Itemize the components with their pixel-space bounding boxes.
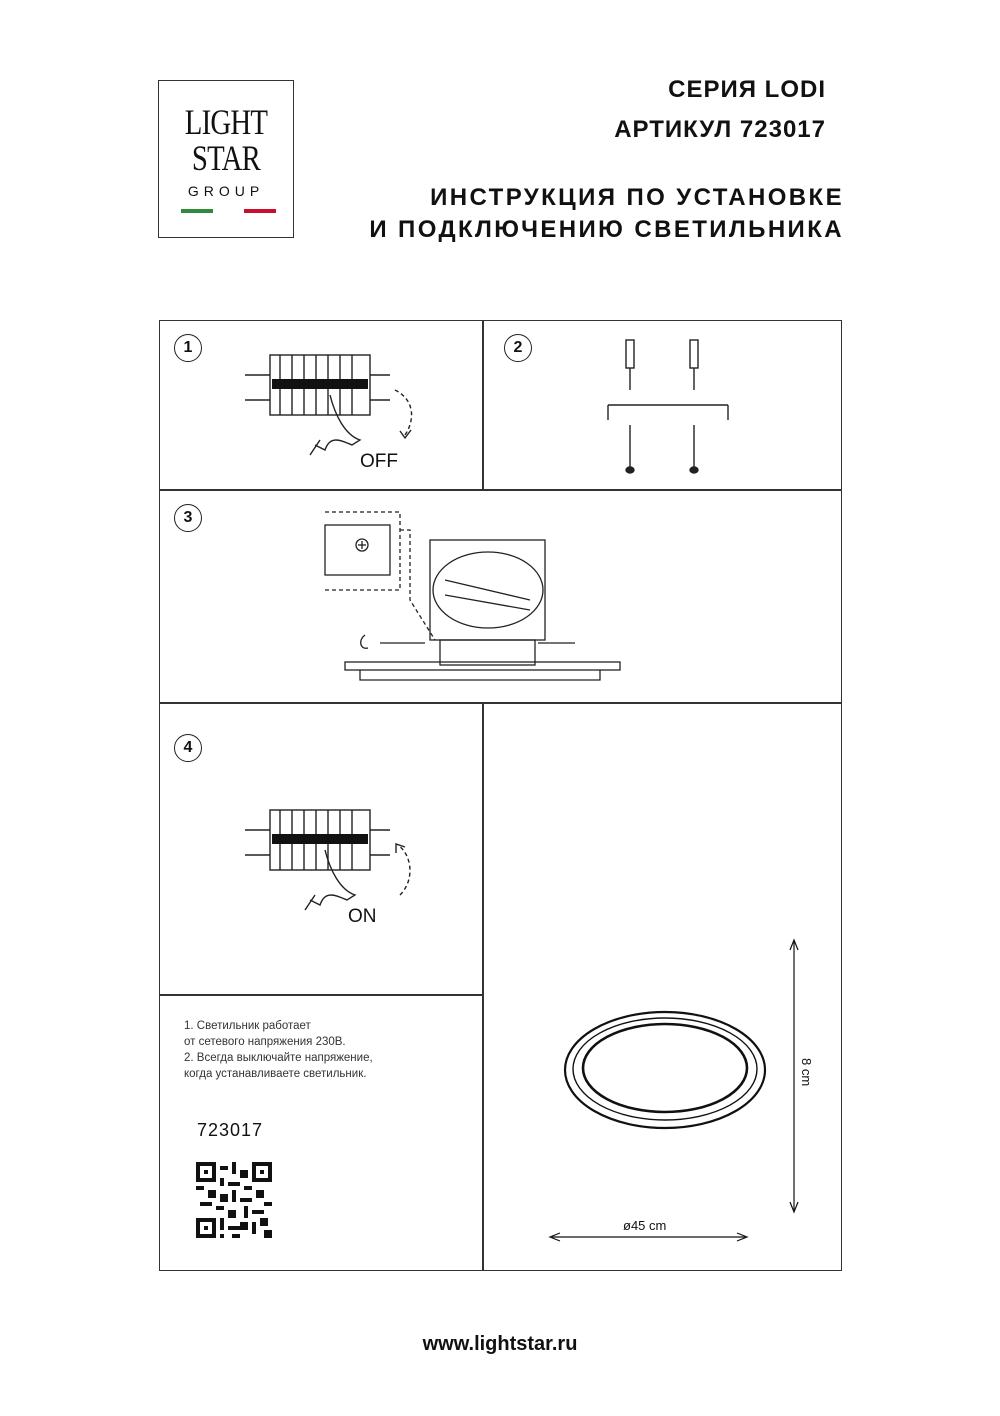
product-code: 723017 xyxy=(197,1120,264,1140)
logo-line-light: LIGHT xyxy=(184,102,268,142)
title-line-2: И ПОДКЛЮЧЕНИЮ СВЕТИЛЬНИКА xyxy=(369,216,844,243)
wall-plug-icon xyxy=(690,340,698,390)
title-line-1: ИНСТРУКЦИЯ ПО УСТАНОВКЕ xyxy=(430,184,844,211)
junction-box-icon xyxy=(325,512,400,590)
step-4-on-label: ON xyxy=(348,906,377,927)
step-4-number: 4 xyxy=(174,734,202,762)
safety-notes xyxy=(184,1018,373,1082)
hand-icon xyxy=(305,850,355,910)
arrow-up-icon xyxy=(398,845,410,895)
side-screw-icon xyxy=(361,635,425,648)
terminal-block-zoom-icon xyxy=(430,540,545,640)
arrowhead-icon xyxy=(396,844,405,853)
qr-code[interactable] xyxy=(196,1162,272,1238)
diameter-dimension-line xyxy=(550,1233,747,1241)
breaker-switch-row xyxy=(272,834,368,844)
product-dimension-drawing xyxy=(540,930,830,1250)
step-1-breaker-off-illustration xyxy=(230,345,430,475)
article-label: АРТИКУЛ 723017 xyxy=(614,116,826,143)
step-4-breaker-on-illustration xyxy=(230,800,430,935)
screw-icon xyxy=(690,425,698,473)
flag-green xyxy=(181,209,213,213)
lamp-outer-ring xyxy=(565,1012,765,1128)
grid-divider-h3 xyxy=(160,994,482,996)
arrow-down-icon xyxy=(395,390,412,435)
step-1-off-label: OFF xyxy=(360,451,398,472)
lamp-base-icon xyxy=(345,640,620,680)
mounting-bracket-icon xyxy=(608,405,728,420)
step-1-number: 1 xyxy=(174,334,202,362)
series-label: СЕРИЯ LODI xyxy=(668,76,826,103)
note-line: от сетевого напряжения 230В. xyxy=(184,1036,346,1048)
note-line: 1. Светильник работает xyxy=(184,1020,311,1032)
wall-plug-icon xyxy=(626,340,634,390)
grid-divider-v1 xyxy=(482,321,484,489)
brand-logo xyxy=(158,80,294,238)
flag-white xyxy=(213,209,245,213)
italian-flag-stripe xyxy=(181,209,276,213)
flag-red xyxy=(244,209,276,213)
step-2-number: 2 xyxy=(504,334,532,362)
grid-divider-v2 xyxy=(482,702,484,1270)
step-3-number: 3 xyxy=(174,504,202,532)
logo-line-star: STAR xyxy=(191,138,261,178)
breaker-switch-row xyxy=(272,379,368,389)
note-line: когда устанавливаете светильник. xyxy=(184,1068,367,1080)
screw-icon xyxy=(626,425,634,473)
grid-divider-h1 xyxy=(160,489,841,491)
step-2-bracket-illustration xyxy=(590,330,750,480)
note-line: 2. Всегда выключайте напряжение, xyxy=(184,1052,373,1064)
height-label: 8 cm xyxy=(799,1058,814,1087)
logo-line-group: GROUP xyxy=(187,183,265,199)
height-dimension-line xyxy=(790,940,798,1212)
lamp-middle-ring xyxy=(573,1018,757,1120)
lamp-inner-ring xyxy=(583,1024,747,1112)
diameter-label: ø45 cm xyxy=(623,1218,667,1233)
step-3-wiring-illustration xyxy=(320,500,640,690)
grid-divider-h2 xyxy=(160,702,841,704)
website-link[interactable]: www.lightstar.ru xyxy=(422,1333,578,1355)
